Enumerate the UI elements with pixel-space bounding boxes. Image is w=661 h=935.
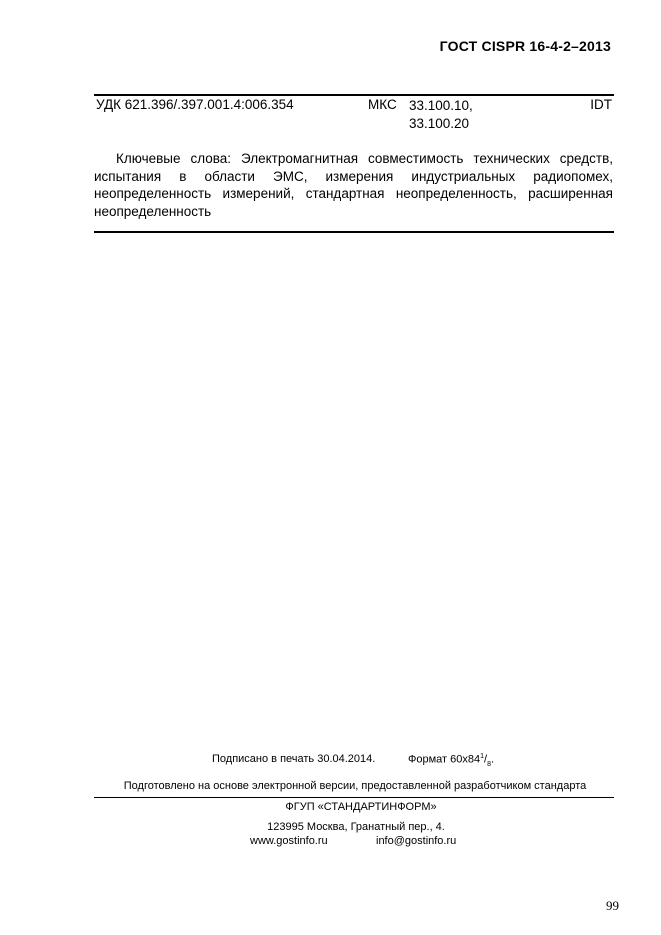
website-link[interactable]: www.gostinfo.ru [250, 835, 328, 847]
signed-line [212, 753, 495, 768]
mks-code-2: 33.100.20 [409, 116, 470, 131]
publisher-address: 123995 Москва, Гранатный пер., 4. [267, 821, 445, 833]
classification-row [96, 97, 612, 133]
mks-codes [409, 97, 473, 133]
standard-code: ГОСТ CISPR 16-4-2–2013 [439, 38, 611, 54]
signed-date: Подписано в печать 30.04.2014. [212, 753, 376, 765]
mks-code-1: 33.100.10, [409, 98, 473, 113]
udk-code: УДК 621.396/.397.001.4:006.354 [96, 97, 294, 112]
prepared-note: Подготовлено на основе электронной версии, предоставленной разработчиком стандарта [123, 780, 587, 792]
imprint-divider [94, 797, 614, 798]
email-link[interactable]: info@gostinfo.ru [376, 835, 457, 847]
publisher-contacts [250, 835, 457, 847]
keywords-divider [94, 231, 614, 233]
keywords-paragraph: Ключевые слова: Электромагнитная совместимость технических средств, испытания в области ЭМС, измерения индустриальных радиопомех, неопределенность измерений, стандартная неопределенность, расширенная неопределенность [94, 151, 613, 219]
top-divider [94, 94, 614, 96]
page-number: 99 [606, 898, 619, 913]
publisher-name: ФГУП «СТАНДАРТИНФОРМ» [285, 801, 437, 813]
equivalence-degree: IDT [590, 97, 612, 112]
mks-label: МКС [368, 97, 397, 112]
paper-format: Формат $60x84^1/_8$. [408, 753, 495, 768]
